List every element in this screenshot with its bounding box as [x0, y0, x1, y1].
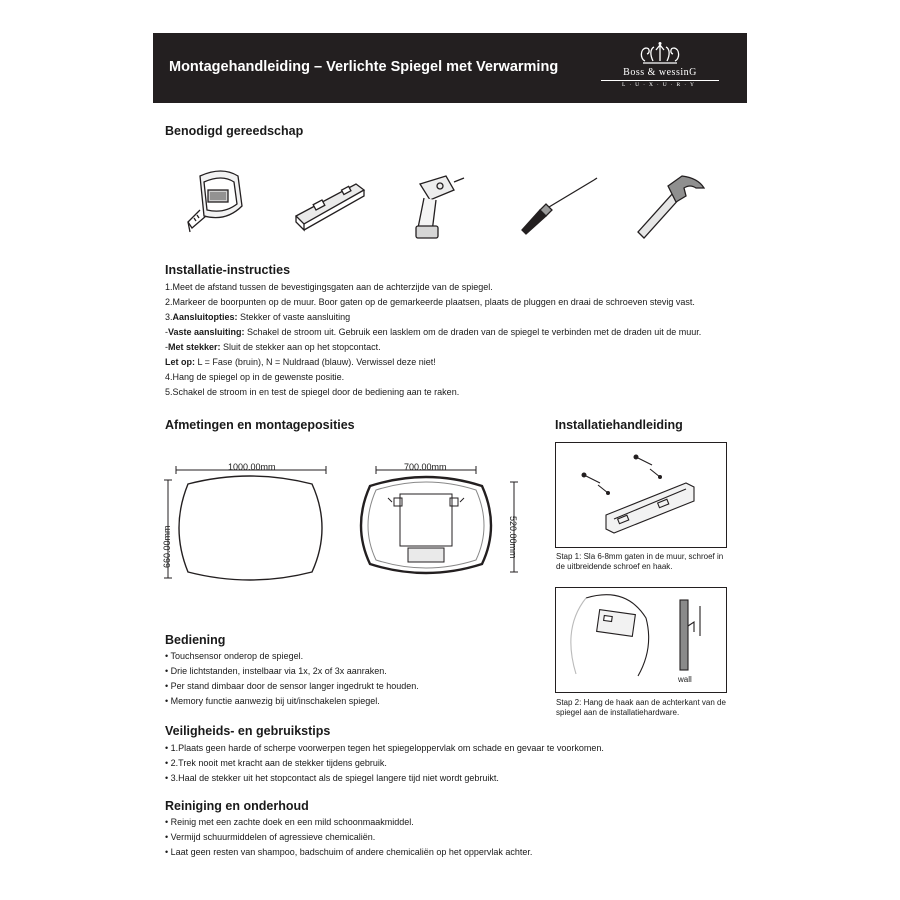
list-item: • Touchsensor onderop de spiegel. [165, 651, 304, 661]
list-item: • Drie lichtstanden, instelbaar via 1x, 2x of 3x aanraken. [165, 666, 387, 676]
list-item: • Reinig met een zachte doek en een mild schoonmaakmiddel. [165, 817, 414, 827]
back-height-label: 520.00mm [508, 516, 518, 559]
list-item: • Laat geen resten van shampoo, badschuim of andere chemicaliën op het oppervlak achter. [165, 847, 533, 857]
list-item: • 3.Haal de stekker uit het stopcontact als de spiegel langere tijd niet wordt gebruikt. [165, 773, 499, 783]
crown-icon [637, 41, 683, 67]
back-view-diagram [350, 460, 530, 590]
front-height-label: 660.00mm [162, 525, 172, 568]
stekker-prefix: - [165, 342, 168, 352]
back-width-label: 700.00mm [404, 462, 447, 472]
drill-icon [410, 170, 466, 240]
install-step-1: 1.Meet de afstand tussen de bevestigingsgaten aan de achterzijde van de spiegel. [165, 282, 493, 292]
step1-box [555, 442, 727, 548]
install-step-4: 4.Hang de spiegel op in de gewenste positie. [165, 372, 345, 382]
step2-box [555, 587, 727, 693]
page-title: Montagehandleiding – Verlichte Spiegel met Verwarming [169, 59, 559, 75]
list-item: • 1.Plaats geen harde of scherpe voorwerpen tegen het spiegeloppervlak om schade en gevaar te voorkomen. [165, 743, 604, 753]
step2-caption: Stap 2: Hang de haak aan de achterkant van de spiegel aan de installatiehardware. [556, 698, 726, 717]
front-view-diagram [160, 460, 340, 590]
step1-caption: Stap 1: Sla 6-8mm gaten in de muur, schroef in de uitbreidende schroef en haak. [556, 552, 724, 571]
install-steps [165, 280, 701, 400]
install-heading: Installatie-instructies [165, 263, 291, 277]
wall-label: wall [678, 675, 692, 684]
list-item: • Per stand dimbaar door de sensor langer ingedrukt te houden. [165, 681, 419, 691]
list-item: • 2.Trek nooit met kracht aan de stekker tijdens gebruik. [165, 758, 387, 768]
spirit-level-icon [294, 180, 366, 232]
vast-bold: Vaste aansluiting: [168, 327, 245, 337]
vast-rest: Schakel de stroom uit. Gebruik een lasklem om de draden van de spiegel te verbinden met de draden uit de muur. [244, 327, 702, 337]
header-bar [153, 33, 747, 103]
install-vast [165, 325, 701, 340]
vast-prefix: - [165, 327, 168, 337]
hammer-icon [634, 174, 706, 240]
step3-rest: Stekker of vaste aansluiting [237, 312, 351, 322]
stekker-rest: Sluit de stekker aan op het stopcontact. [220, 342, 381, 352]
brand-logo [595, 41, 725, 97]
installguide-heading: Installatiehandleiding [555, 418, 683, 432]
letop-bold: Let op: [165, 357, 195, 367]
logo-brand-text: Boss & wessinG [623, 67, 697, 78]
logo-sub-text: L·U·X·U·R·Y [621, 82, 699, 88]
install-letop [165, 355, 701, 370]
bediening-list [165, 649, 419, 709]
dimensions-heading: Afmetingen en montageposities [165, 418, 355, 432]
list-item: • Vermijd schuurmiddelen of agressieve chemicaliën. [165, 832, 376, 842]
step3-prefix: 3. [165, 312, 173, 322]
tape-measure-icon [186, 166, 250, 238]
logo-divider [601, 80, 719, 81]
list-item: • Memory functie aanwezig bij uit/inschakelen spiegel. [165, 696, 380, 706]
letop-rest: L = Fase (bruin), N = Nuldraad (blauw). Verwissel deze niet! [195, 357, 436, 367]
bediening-heading: Bediening [165, 633, 226, 647]
install-step-3 [165, 310, 701, 325]
veiligheid-heading: Veiligheids- en gebruikstips [165, 724, 331, 738]
step3-bold: Aansluitopties: [172, 312, 238, 322]
install-step-2: 2.Markeer de boorpunten op de muur. Boor gaten op de gemarkeerde plaatsen, plaats de pluggen en draai de schroeven stevig vast. [165, 297, 695, 307]
veiligheid-list [165, 741, 604, 786]
screwdriver-icon [518, 176, 600, 236]
step1-diagram [556, 443, 726, 547]
step2-diagram [556, 588, 726, 692]
front-width-label: 1000.00mm [228, 462, 276, 472]
reiniging-heading: Reiniging en onderhoud [165, 799, 309, 813]
install-step-5: 5.Schakel de stroom in en test de spiegel door de bediening aan te raken. [165, 387, 460, 397]
stekker-bold: Met stekker: [168, 342, 221, 352]
reiniging-list [165, 815, 532, 860]
install-stekker [165, 340, 701, 355]
tools-heading: Benodigd gereedschap [165, 124, 304, 138]
